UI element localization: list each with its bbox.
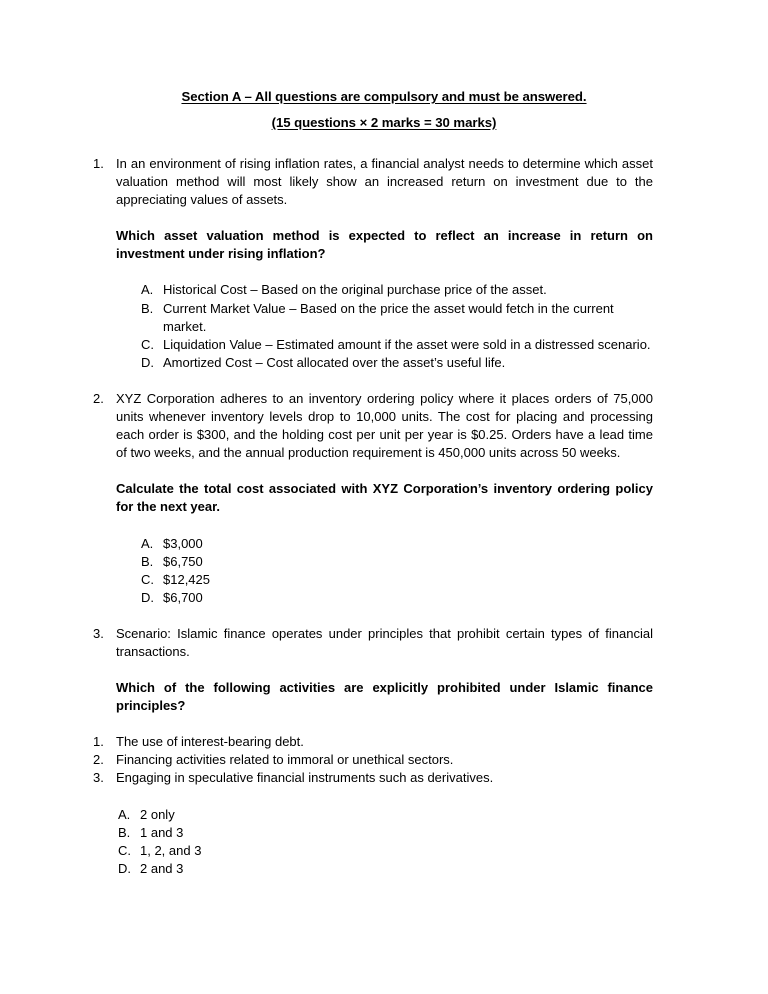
option-letter: D.: [118, 860, 131, 876]
answer-option[interactable]: [118, 806, 676, 824]
answer-options-list: [116, 535, 653, 607]
answer-option[interactable]: [141, 571, 653, 589]
option-text: $12,425: [163, 571, 210, 587]
question-spacer: [93, 607, 676, 625]
statement-list: [93, 733, 676, 787]
statement-item: [93, 751, 676, 769]
question-number: 3.: [93, 625, 104, 641]
question-prompt: Calculate the total cost associated with XYZ Corporation’s inventory ordering policy for the next year.: [116, 481, 653, 515]
option-text: $6,700: [163, 589, 203, 605]
question-stem: Scenario: Islamic finance operates under principles that prohibit certain types of financial transactions.: [116, 625, 653, 659]
section-title: Section A – All questions are compulsory and must be answered.: [181, 89, 587, 104]
option-text: 2 and 3: [140, 860, 184, 876]
option-text: Amortized Cost – Cost allocated over the asset’s useful life.: [163, 354, 506, 370]
option-text: Historical Cost – Based on the original purchase price of the asset.: [163, 282, 547, 298]
option-letter: A.: [141, 535, 154, 551]
option-text: Current Market Value – Based on the price the asset would fetch in the current market.: [163, 300, 614, 334]
answer-options-list: [116, 281, 653, 371]
option-text: $6,750: [163, 553, 203, 569]
question-prompt: Which of the following activities are explicitly prohibited under Islamic finance principles?: [116, 680, 653, 714]
statement-item: [93, 733, 676, 751]
question-item: [93, 390, 653, 607]
question-number: 2.: [93, 390, 104, 406]
answer-option[interactable]: [141, 589, 653, 607]
option-letter: A.: [141, 282, 154, 298]
statement-number: 3.: [93, 770, 104, 786]
section-marks-note: (15 questions × 2 marks = 30 marks): [271, 115, 497, 130]
option-letter: C.: [118, 842, 131, 858]
question-stem: In an environment of rising inflation rates, a financial analyst needs to determine which asset valuation method will most likely show an increased return on investment due to the appreciating values of assets.: [116, 156, 653, 208]
question-prompt: Which asset valuation method is expected to reflect an increase in return on investment under rising inflation?: [116, 228, 653, 262]
answer-option[interactable]: [118, 842, 676, 860]
option-text: 1, 2, and 3: [140, 842, 202, 858]
statement-item: [93, 769, 676, 787]
questions-container: [93, 155, 676, 878]
answer-option[interactable]: [141, 553, 653, 571]
question-item: [93, 625, 653, 715]
statement-number: 2.: [93, 752, 104, 768]
answer-options-list: [93, 806, 676, 878]
answer-option[interactable]: [141, 336, 653, 354]
answer-option[interactable]: [118, 860, 676, 878]
option-letter: B.: [141, 553, 154, 569]
option-letter: D.: [141, 354, 154, 370]
answer-option[interactable]: [141, 281, 653, 299]
option-text: 1 and 3: [140, 824, 184, 840]
option-letter: B.: [141, 300, 154, 316]
answer-option[interactable]: [141, 535, 653, 553]
statement-text: Financing activities related to immoral or unethical sectors.: [116, 752, 454, 768]
option-letter: D.: [141, 589, 154, 605]
option-letter: A.: [118, 806, 131, 822]
question-stem: XYZ Corporation adheres to an inventory ordering policy where it places orders of 75,000 units whenever inventory levels drop to 10,000 units. The cost for placing and processing each order is $300, and the holding cost per unit per year is $0.25. Orders have a lead time of two weeks, and the annual production requirement is 450,000 units across 50 weeks.: [116, 390, 653, 461]
statement-text: Engaging in speculative financial instruments such as derivatives.: [116, 770, 494, 786]
question-spacer: [93, 372, 676, 390]
answer-option[interactable]: [141, 300, 653, 336]
option-letter: C.: [141, 571, 154, 587]
option-letter: B.: [118, 824, 131, 840]
statement-text: The use of interest-bearing debt.: [116, 734, 304, 750]
option-text: Liquidation Value – Estimated amount if the asset were sold in a distressed scenario.: [163, 336, 651, 352]
option-letter: C.: [141, 336, 154, 352]
option-text: 2 only: [140, 806, 175, 822]
section-header-block: [0, 88, 768, 132]
question-number: 1.: [93, 156, 104, 171]
statement-number: 1.: [93, 734, 104, 750]
answer-option[interactable]: [118, 824, 676, 842]
question-item: [93, 155, 653, 372]
option-text: $3,000: [163, 535, 203, 551]
answer-option[interactable]: [141, 354, 653, 372]
